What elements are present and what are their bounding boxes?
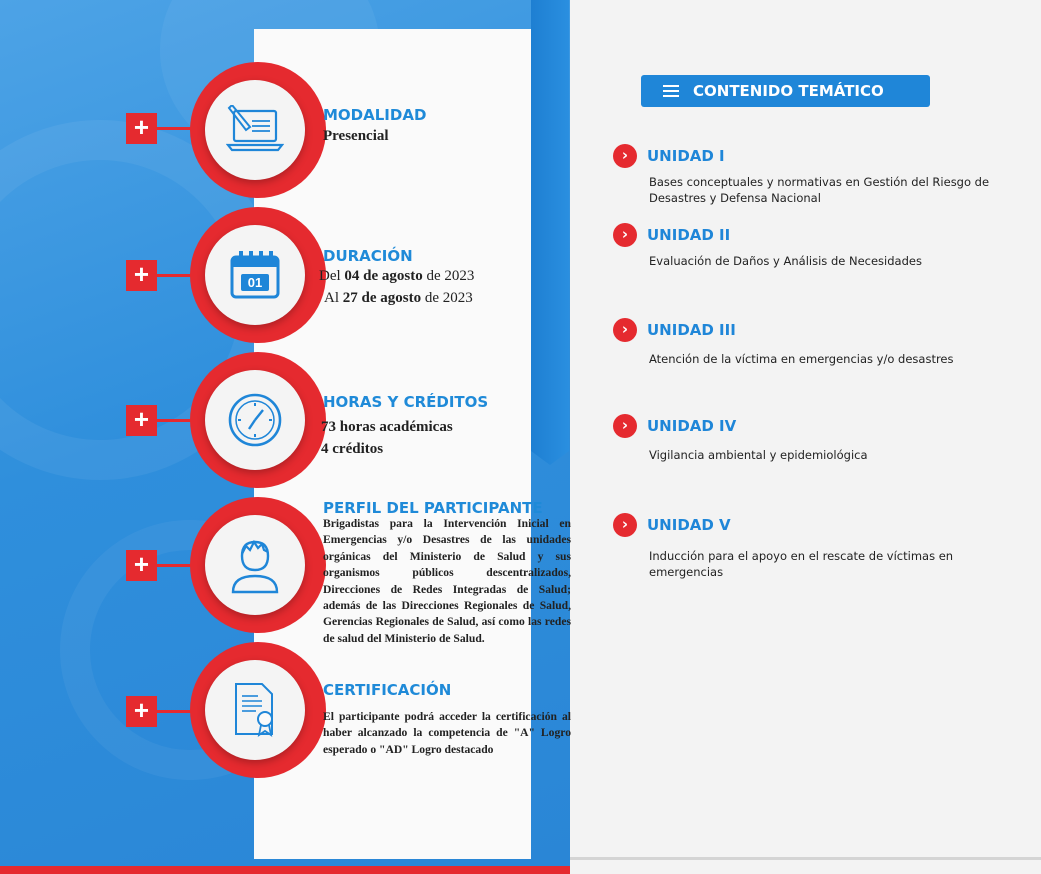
section-text-modalidad: Presencial	[323, 128, 389, 144]
icon-circle	[205, 515, 305, 615]
section-text-certificacion: El participante podrá acceder la certificación al haber alcanzado la competencia de "A" Logro esperado o "AD" Logro destacado	[323, 710, 571, 756]
duration-start-line: Del 04 de agosto de 2023	[319, 268, 475, 284]
unit-title: UNIDAD V	[647, 516, 731, 534]
bottom-divider	[570, 857, 1041, 860]
icon-circle	[205, 370, 305, 470]
chevron-right-icon: ›	[613, 513, 637, 537]
calendar-icon	[229, 249, 281, 301]
chevron-right-icon: ›	[613, 414, 637, 438]
expand-modalidad-button[interactable]: +	[126, 113, 157, 144]
icon-circle	[205, 660, 305, 760]
unit-description: Vigilancia ambiental y epidemiológica	[649, 448, 868, 462]
credits-text: 4 créditos	[321, 441, 384, 457]
laptop-certificate-icon	[226, 105, 284, 155]
chevron-right-icon: ›	[613, 144, 637, 168]
chevron-right-icon: ›	[613, 318, 637, 342]
calendar-day: 01	[247, 275, 263, 290]
connector-line	[157, 419, 192, 422]
connector-line	[157, 127, 192, 130]
expand-perfil-button[interactable]: +	[126, 550, 157, 581]
section-title-duracion: DURACIÓN	[323, 247, 413, 265]
connector-line	[157, 564, 192, 567]
certificate-icon	[232, 682, 278, 738]
unit-description: Inducción para el apoyo en el rescate de víctimas en emergencias	[649, 549, 954, 579]
unit-description: Atención de la víctima en emergencias y/o desastres	[649, 352, 954, 366]
section-title-modalidad: MODALIDAD	[323, 106, 427, 124]
blue-ribbon	[531, 0, 569, 465]
expand-horas-button[interactable]: +	[126, 405, 157, 436]
hours-text: 73 horas académicas	[321, 419, 453, 435]
connector-line	[157, 710, 192, 713]
unit-description: Evaluación de Daños y Análisis de Necesidades	[649, 254, 922, 268]
unit-description: Bases conceptuales y normativas en Gestión del Riesgo de Desastres y Defensa Nacional	[649, 175, 990, 205]
chevron-right-icon: ›	[613, 223, 637, 247]
section-text-perfil: Brigadistas para la Intervención Inicial en Emergencias y/o Desastres de las unidades orgánicas del Ministerio de Salud y sus organismos públicos descentralizados, Direcciones de Redes Integradas de Salud; además de las Direcciones Regionales de Salud, Gerencias Regionales de Salud, así como las redes de salud del Ministerio de Salud.	[323, 517, 571, 645]
contenido-tematico-title: CONTENIDO TEMÁTICO	[693, 82, 884, 100]
section-title-perfil: PERFIL DEL PARTICIPANTE	[323, 499, 543, 517]
unit-title: UNIDAD IV	[647, 417, 737, 435]
section-title-certificacion: CERTIFICACIÓN	[323, 681, 452, 699]
connector-line	[157, 274, 192, 277]
icon-circle	[205, 225, 305, 325]
unit-title: UNIDAD III	[647, 321, 736, 339]
expand-duracion-button[interactable]: +	[126, 260, 157, 291]
menu-icon	[663, 85, 679, 97]
contenido-tematico-header[interactable]	[641, 75, 930, 107]
bottom-red-bar	[0, 866, 570, 874]
user-icon	[230, 536, 280, 594]
clock-icon	[227, 392, 283, 448]
duration-end-line: Al 27 de agosto de 2023	[324, 290, 473, 306]
unit-title: UNIDAD I	[647, 147, 725, 165]
icon-circle	[205, 80, 305, 180]
expand-certificacion-button[interactable]: +	[126, 696, 157, 727]
section-title-horas: HORAS Y CRÉDITOS	[323, 393, 489, 411]
unit-title: UNIDAD II	[647, 226, 731, 244]
